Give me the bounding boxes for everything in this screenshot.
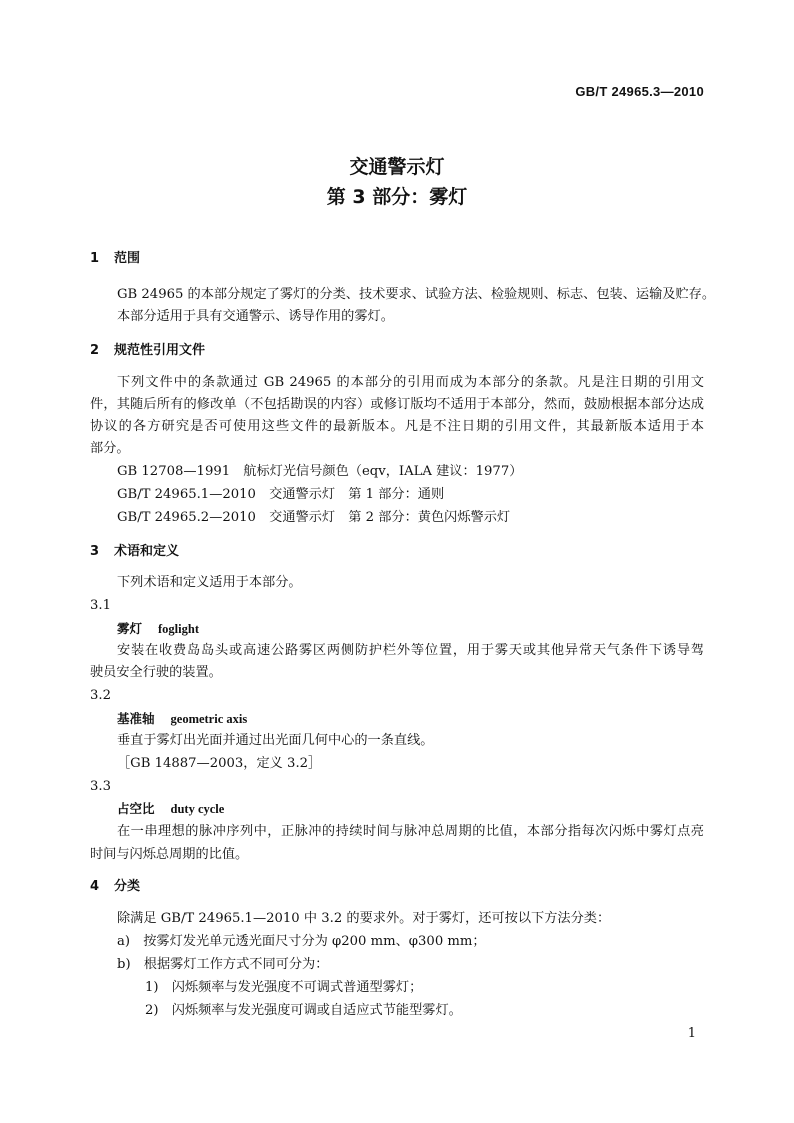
term-english: geometric axis — [170, 712, 248, 726]
term-english: duty cycle — [170, 802, 225, 816]
term-chinese: 占空比 — [117, 801, 155, 816]
term-heading — [117, 800, 224, 818]
section-1-heading — [90, 250, 140, 268]
page-number: 1 — [687, 1026, 696, 1041]
term-chinese: 雾灯 — [117, 621, 143, 636]
section-number: 3 — [90, 544, 100, 559]
reference-item: GB/T 24965.2—2010 交通警示灯 第 2 部分：黄色闪烁警示灯 — [117, 510, 511, 525]
term-definition: 时间与闪烁总周期的比值。 — [90, 847, 249, 862]
paragraph-line: 下列文件中的条款通过 GB 24965 的本部分的引用而成为本部分的条款。凡是注日期的引用文 — [117, 375, 704, 390]
section-3-heading — [90, 543, 179, 561]
paragraph-line: 协议的各方研究是否可使用这些文件的最新版本。凡是不注日期的引用文件，其最新版本适用于本 — [90, 419, 704, 434]
term-definition: 垂直于雾灯出光面并通过出光面几何中心的一条直线。 — [117, 733, 434, 748]
document-title: 交通警示灯 — [349, 156, 445, 178]
term-number: 3.3 — [90, 779, 111, 794]
term-heading — [117, 620, 199, 638]
paragraph-line: 部分。 — [90, 441, 130, 456]
section-title: 规范性引用文件 — [114, 343, 206, 358]
section-number: 2 — [90, 343, 100, 358]
paragraph: GB 24965 的本部分规定了雾灯的分类、技术要求、试验方法、检验规则、标志、包装、运输及贮存。 — [117, 287, 716, 302]
term-english: foglight — [158, 622, 199, 636]
document-subtitle: 第 3 部分：雾灯 — [326, 186, 468, 208]
list-item: b) 根据雾灯工作方式不同可分为： — [117, 957, 329, 972]
term-heading — [117, 710, 247, 728]
paragraph: 除满足 GB/T 24965.1—2010 中 3.2 的要求外。对于雾灯，还可按以下方法分类： — [117, 911, 611, 926]
term-definition: 安装在收费岛岛头或高速公路雾区两侧防护栏外等位置，用于雾天或其他异常天气条件下诱导驾 — [117, 643, 704, 658]
term-definition: 驶员安全行驶的装置。 — [90, 665, 222, 680]
section-title: 术语和定义 — [114, 544, 180, 559]
term-chinese: 基准轴 — [117, 711, 155, 726]
section-4-heading — [90, 878, 140, 896]
sub-list-item: 1) 闪烁频率与发光强度不可调式普通型雾灯； — [145, 980, 423, 995]
term-definition: 在一串理想的脉冲序列中，正脉冲的持续时间与脉冲总周期的比值，本部分指每次闪烁中雾灯点亮 — [117, 824, 704, 839]
paragraph-line: 件，其随后所有的修改单（不包括勘误的内容）或修订版均不适用于本部分，然而，鼓励根据本部分达成 — [90, 397, 704, 412]
standard-number: GB/T 24965.3—2010 — [575, 84, 704, 99]
section-number: 1 — [90, 251, 100, 266]
section-number: 4 — [90, 879, 100, 894]
reference-item: GB/T 24965.1—2010 交通警示灯 第 1 部分：通则 — [117, 487, 445, 502]
list-item: a) 按雾灯发光单元透光面尺寸分为 φ200 mm、φ300 mm； — [117, 934, 486, 949]
sub-list-item: 2) 闪烁频率与发光强度可调或自适应式节能型雾灯。 — [145, 1003, 462, 1018]
section-2-heading — [90, 342, 205, 360]
term-source: ［GB 14887—2003，定义 3.2］ — [117, 756, 322, 771]
section-title: 分类 — [114, 879, 141, 894]
reference-item: GB 12708—1991 航标灯光信号颜色（eqv，IALA 建议：1977） — [117, 464, 523, 479]
term-number: 3.2 — [90, 688, 111, 703]
paragraph: 本部分适用于具有交通警示、诱导作用的雾灯。 — [117, 309, 394, 324]
paragraph: 下列术语和定义适用于本部分。 — [117, 575, 302, 590]
term-number: 3.1 — [90, 598, 111, 613]
section-title: 范围 — [114, 251, 141, 266]
